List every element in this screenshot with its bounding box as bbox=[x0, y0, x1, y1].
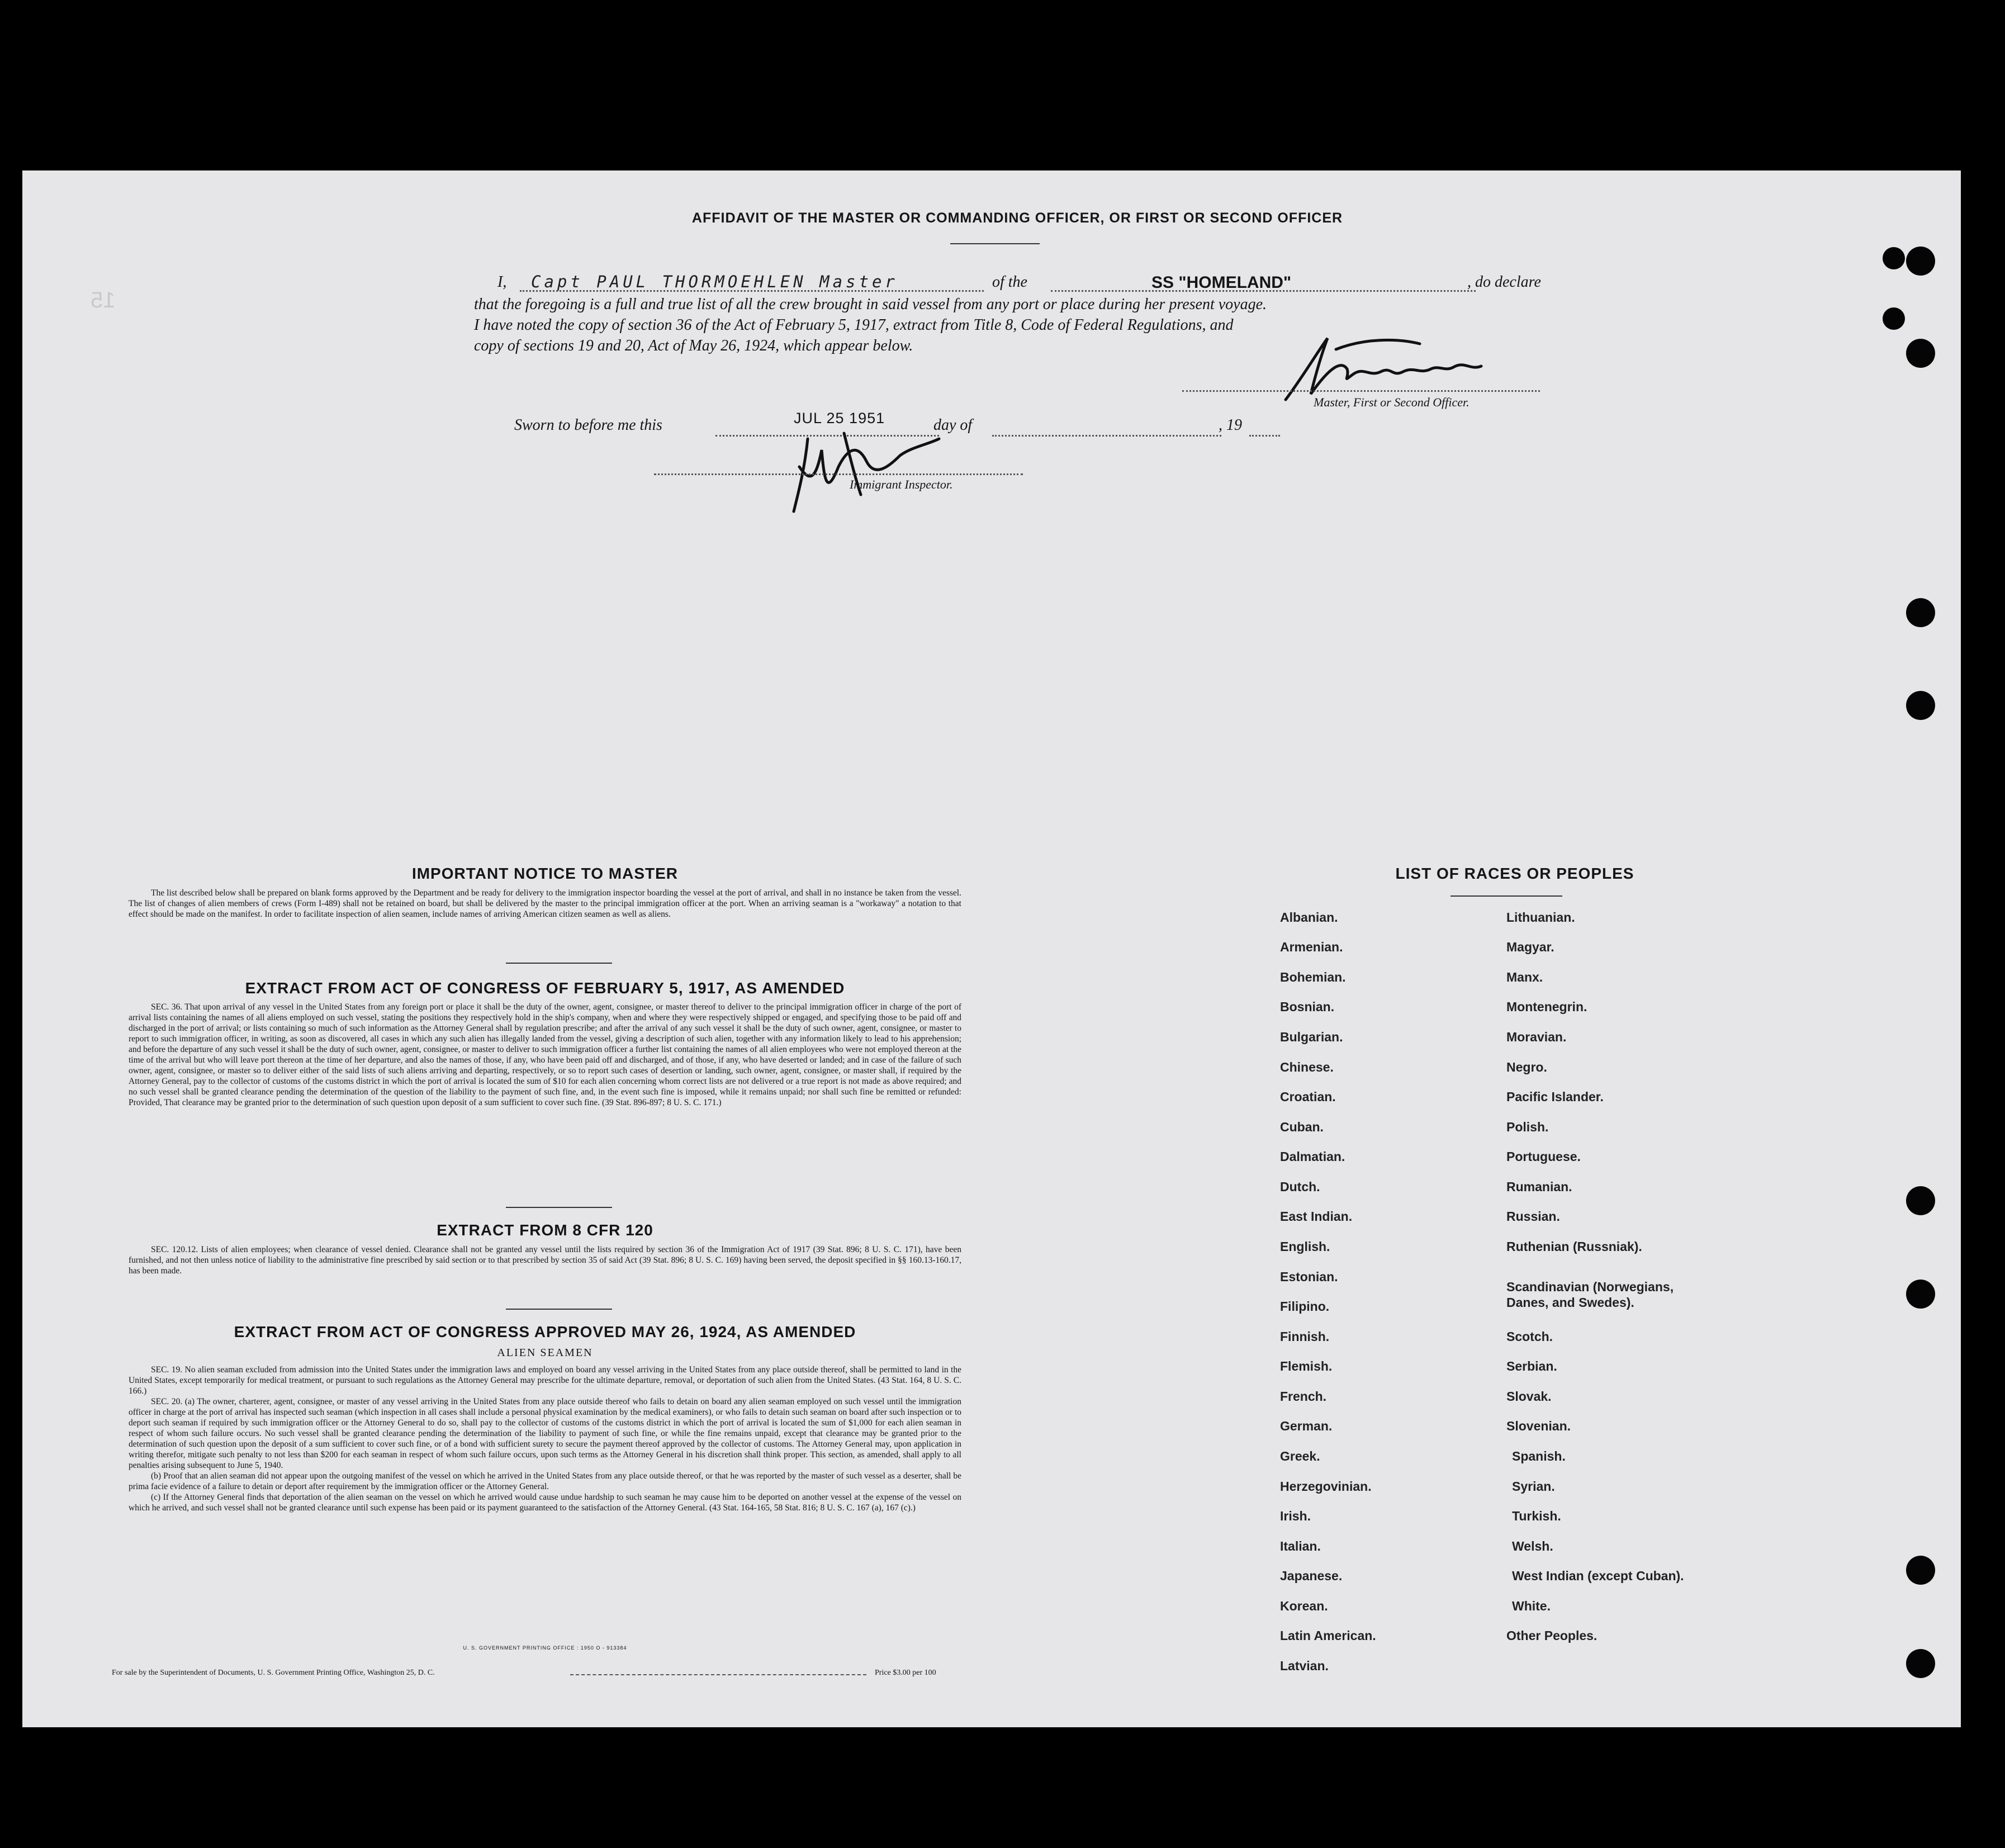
race-item: German. bbox=[1280, 1419, 1333, 1433]
affidavit-title: AFFIDAVIT OF THE MASTER OR COMMANDING OFFICER, OR FIRST OR SECOND OFFICER bbox=[691, 210, 1343, 226]
notice-rule bbox=[506, 963, 612, 964]
extract-cfr-rule bbox=[506, 1309, 612, 1310]
race-item: Finnish. bbox=[1280, 1329, 1330, 1344]
extract-1924-paragraph: SEC. 19. No alien seaman excluded from admission into the United States under the immigration laws and employed on board any vessel arriving in the United States from any place outside thereof, shall be permitted to land in the United States, except temporarily for medical treatment, or pursuant to such regulations as the Attorney General may prescribe for the ultimate departure, removal, or deportation of such alien from the United States. (43 Stat. 164, 8 U. S. C. 166.) bbox=[129, 1365, 961, 1396]
punch-hole bbox=[1906, 1556, 1935, 1585]
document-sheet bbox=[22, 170, 1961, 1727]
race-item: Flemish. bbox=[1280, 1359, 1333, 1373]
race-item: Welsh. bbox=[1512, 1539, 1553, 1553]
race-item: Bosnian. bbox=[1280, 999, 1335, 1014]
punch-hole bbox=[1906, 1280, 1935, 1309]
punch-hole bbox=[1906, 598, 1935, 627]
race-item: Polish. bbox=[1506, 1120, 1549, 1134]
race-item: Croatian. bbox=[1280, 1089, 1336, 1104]
date-stamp: JUL 25 1951 bbox=[794, 410, 885, 427]
year-dots bbox=[1249, 435, 1280, 437]
race-item: Rumanian. bbox=[1506, 1179, 1572, 1194]
punch-hole bbox=[1906, 339, 1935, 368]
race-item: Magyar. bbox=[1506, 940, 1554, 954]
race-item: Cuban. bbox=[1280, 1120, 1324, 1134]
race-item: Bulgarian. bbox=[1280, 1030, 1343, 1044]
race-item: Slovenian. bbox=[1506, 1419, 1571, 1433]
race-item: Russian. bbox=[1506, 1209, 1560, 1224]
punch-hole bbox=[1883, 307, 1905, 330]
extract-1924-paragraph: (c) If the Attorney General finds that deportation of the alien seaman on the vessel on which he arrived would cause undue hardship to such seaman he may cause him to be deported on another vessel at the expense of the vessel on which he arrived, and such vessel shall not be granted clearance until such expense has been paid or its payment guaranteed to the satisfaction of the Attorney General. (43 Stat. 164-165, 58 Stat. 816; 8 U. S. C. 167 (a), 167 (c).) bbox=[129, 1492, 961, 1513]
inspector-signature bbox=[760, 400, 950, 517]
races-title-rule bbox=[1451, 895, 1562, 897]
race-item: Dutch. bbox=[1280, 1179, 1320, 1194]
extract-1924-paragraph: SEC. 20. (a) The owner, charterer, agent, consignee, or master of any vessel arriving in the United States from any place outside thereof who fails to detain on board any alien seaman employed on such vessel until the immigration officer in charge at the port of arrival has inspected such seaman (which inspection in all cases shall include a personal physical examination by the medical examiners), or who fails to detain such seaman on board after such inspection or to deport such seaman if required by such immigration officer or the Attorney General to do so, shall pay to the collector of customs of the customs district in which the port of arrival is located the sum of $1,000 for each alien seaman in respect of whom such failure occurs. No such vessel shall be granted clearance pending the determination of the liability to payment of such fine, or while the fine remains unpaid, except that clearance may be granted prior to the determination of such question upon the deposit of a sum sufficient to cover such fine, or of a bond with sufficient surety to secure the payment thereof approved by the collector of customs. The Attorney General may, upon application in writing therefor, mitigate such penalty to not less than $200 for each seaman in respect of whom such failure occurs, upon such terms as the Attorney General in his discretion shall think proper. This section, as amended, shall apply to all penalties arising subsequent to June 5, 1940. bbox=[129, 1397, 961, 1470]
extract-1924-paragraph: (b) Proof that an alien seaman did not appear upon the outgoing manifest of the vessel on which he arrived in the United States from any place outside thereof, or that he was reported by the master of such vessel as a deserter, shall be prima facie evidence of a failure to detain or deport after requirement by the immigration officer or the Attorney General. bbox=[129, 1471, 961, 1491]
race-item: Armenian. bbox=[1280, 940, 1343, 954]
month-dots bbox=[992, 435, 1221, 437]
extract-1924-title: EXTRACT FROM ACT OF CONGRESS APPROVED MAY 26, 1924, AS AMENDED bbox=[234, 1323, 856, 1340]
notice-text bbox=[129, 888, 961, 920]
footer-left: For sale by the Superintendent of Documents, U. S. Government Printing Office, Washington 25, D. C. bbox=[112, 1669, 435, 1677]
inspector-caption: Immigrant Inspector. bbox=[850, 477, 953, 491]
race-item: Negro. bbox=[1506, 1060, 1547, 1074]
affidavit-line1 bbox=[475, 272, 1593, 295]
race-item: Ruthenian (Russniak). bbox=[1506, 1239, 1642, 1254]
race-item: Irish. bbox=[1280, 1509, 1311, 1523]
punch-hole bbox=[1906, 691, 1935, 720]
race-item: Turkish. bbox=[1512, 1509, 1561, 1523]
affidavit-line3: I have noted the copy of section 36 of the Act of February 5, 1917, extract from Title 8, Code of Federal Regulations, and bbox=[474, 316, 1234, 334]
race-item: English. bbox=[1280, 1239, 1330, 1254]
race-item: Filipino. bbox=[1280, 1299, 1330, 1314]
race-item: West Indian (except Cuban). bbox=[1512, 1569, 1684, 1583]
extract-cfr-title: EXTRACT FROM 8 CFR 120 bbox=[437, 1221, 653, 1239]
extract-1917-paragraph: SEC. 36. That upon arrival of any vessel in the United States from any foreign port or place it shall be the duty of the owner, agent, consignee, or master thereof to deliver to the principal immigration officer in charge of the port of arrival lists containing the names of all aliens employed on such vessel, stating the positions they respectively hold in the ship's company, when and where they were respectively shipped or engaged, and specifying those to be paid off and discharged in the port of arrival; or lists containing so much of such information as the Attorney General shall by regulation prescribe; and after the arrival of any such vessel it shall be the duty of such owner, agent, consignee, or master to report to such immigration officer, in writing, as soon as discovered, all cases in which any such alien has illegally landed from the vessel, giving a description of such alien, together with any information likely to lead to his apprehension; and before the departure of any such vessel it shall be the duty of such owner, agent, consignee, or master to deliver to such immigration officer a further list containing the names of all alien employees who were not employed thereon at the time of the arrival but who will leave port thereon at the time of her departure, and also the names of those, if any, who have been paid off and discharged, and of those, if any, who have deserted or landed; and in case of the failure of such owner, agent, consignee, or master so to deliver either of the said lists of such aliens arriving and departing, respectively, or so to report such cases of desertion or landing, such owner, agent, consignee, or master shall, if required by the Attorney General, pay to the collector of customs of the customs district in which the port of arrival is located the sum of $10 for each alien concerning whom correct lists are not delivered or a true report is not made as above required; and no such vessel shall be granted clearance pending the determination of the question of the liability to the payment of such fine, and, in the event such fine is imposed, while it remains unpaid; nor shall such fine be remitted or refunded: Provided, That clearance may be granted prior to the determination of such question upon deposit of a sum sufficient to cover such fine. (39 Stat. 896-897; 8 U. S. C. 171.) bbox=[129, 1002, 961, 1107]
footer-dots bbox=[570, 1674, 866, 1675]
race-item: Latvian. bbox=[1280, 1659, 1329, 1673]
notice-title: IMPORTANT NOTICE TO MASTER bbox=[411, 865, 679, 882]
race-item: Dalmatian. bbox=[1280, 1149, 1345, 1164]
do-declare-label: , do declare bbox=[1467, 273, 1541, 291]
extract-1917-title: EXTRACT FROM ACT OF CONGRESS OF FEBRUARY 5, 1917, AS AMENDED bbox=[245, 979, 845, 997]
inspector-signature-line bbox=[654, 473, 1023, 475]
race-item: Manx. bbox=[1506, 970, 1543, 984]
race-item: White. bbox=[1512, 1599, 1551, 1613]
affidavit-line2: that the foregoing is a full and true list of all the crew brought in said vessel from any port or place during her present voyage. bbox=[474, 296, 1267, 313]
race-item: Japanese. bbox=[1280, 1569, 1343, 1583]
race-item: Italian. bbox=[1280, 1539, 1321, 1553]
race-item: Lithuanian. bbox=[1506, 910, 1575, 925]
footer-right: Price $3.00 per 100 bbox=[875, 1669, 936, 1677]
extract-cfr-paragraph: SEC. 120.12. Lists of alien employees; when clearance of vessel denied. Clearance shall not be granted any vessel until the lists required by section 36 of the Immigration Act of 1917 (39 Stat. 896; 8 U. S. C. 171), have been furnished, and not then unless notice of liability to the administrative fine prescribed by said section or to that prescribed by section 35 of said Act (39 Stat. 896; 8 U. S. C. 169) having been served, the deposit specified in §§ 160.13-160.17, has been made. bbox=[129, 1245, 961, 1276]
extract-1917-text bbox=[129, 1002, 961, 1108]
race-item: Greek. bbox=[1280, 1449, 1320, 1463]
race-item: Pacific Islander. bbox=[1506, 1089, 1604, 1104]
race-item: East Indian. bbox=[1280, 1209, 1353, 1224]
race-item: Montenegrin. bbox=[1506, 999, 1587, 1014]
race-item: Slovak. bbox=[1506, 1389, 1552, 1404]
race-item: Korean. bbox=[1280, 1599, 1328, 1613]
race-item: Syrian. bbox=[1512, 1479, 1555, 1494]
punch-hole bbox=[1906, 247, 1935, 276]
race-item: Herzegovinian. bbox=[1280, 1479, 1372, 1494]
day-of-label: day of bbox=[933, 416, 973, 434]
name-dots bbox=[520, 290, 984, 292]
race-item: Scotch. bbox=[1506, 1329, 1553, 1344]
race-item: French. bbox=[1280, 1389, 1327, 1404]
gpo-line: U. S. GOVERNMENT PRINTING OFFICE : 1950 O - 913384 bbox=[463, 1645, 627, 1651]
master-caption: Master, First or Second Officer. bbox=[1314, 395, 1470, 409]
punch-hole bbox=[1906, 1186, 1935, 1215]
of-the-label: of the bbox=[992, 273, 1027, 291]
extract-1924-text bbox=[129, 1364, 961, 1513]
sworn-label: Sworn to before me this bbox=[514, 416, 662, 434]
race-item: Moravian. bbox=[1506, 1030, 1567, 1044]
race-item: Spanish. bbox=[1512, 1449, 1566, 1463]
race-item: Estonian. bbox=[1280, 1269, 1338, 1284]
race-item: Chinese. bbox=[1280, 1060, 1334, 1074]
extract-1924-subtitle: ALIEN SEAMEN bbox=[497, 1347, 593, 1359]
races-title: LIST OF RACES OR PEOPLES bbox=[1395, 865, 1634, 882]
title-rule bbox=[950, 243, 1040, 244]
race-item: Scandinavian (Norwegians, Danes, and Swedes). bbox=[1506, 1280, 1674, 1310]
race-item: Bohemian. bbox=[1280, 970, 1346, 984]
race-item: Portuguese. bbox=[1506, 1149, 1581, 1164]
master-signature-line bbox=[1182, 390, 1540, 392]
race-item: Other Peoples. bbox=[1506, 1628, 1598, 1643]
race-item: Albanian. bbox=[1280, 910, 1338, 925]
extract-cfr-text bbox=[129, 1244, 961, 1276]
handwritten-name: Capt PAUL THORMOEHLEN Master bbox=[531, 272, 898, 291]
race-item: Serbian. bbox=[1506, 1359, 1557, 1373]
race-item: Latin American. bbox=[1280, 1628, 1376, 1643]
punch-hole bbox=[1883, 247, 1905, 269]
affidavit-line4: copy of sections 19 and 20, Act of May 26, 1924, which appear below. bbox=[474, 337, 913, 354]
punch-hole bbox=[1906, 1649, 1935, 1678]
extract-1917-rule bbox=[506, 1207, 612, 1208]
i-label: I, bbox=[497, 273, 507, 291]
year-label: , 19 bbox=[1219, 416, 1242, 434]
vessel-name: SS "HOMELAND" bbox=[1151, 273, 1292, 292]
notice-paragraph: The list described below shall be prepared on blank forms approved by the Department and be ready for delivery to the immigration inspector boarding the vessel at the port of arrival, and shall in no instance be taken from the vessel. The list of changes of alien members of crews (Form I-489) shall not be retained on board, but shall be delivered by the master to the principal immigration officer at the port. When an arriving seaman is a "workaway" a notation to that effect should be made on the manifest. In order to facilitate inspection of alien seamen, include names of arriving American citizen seamen as well as aliens. bbox=[129, 888, 961, 919]
side-number: 15 bbox=[91, 288, 116, 312]
